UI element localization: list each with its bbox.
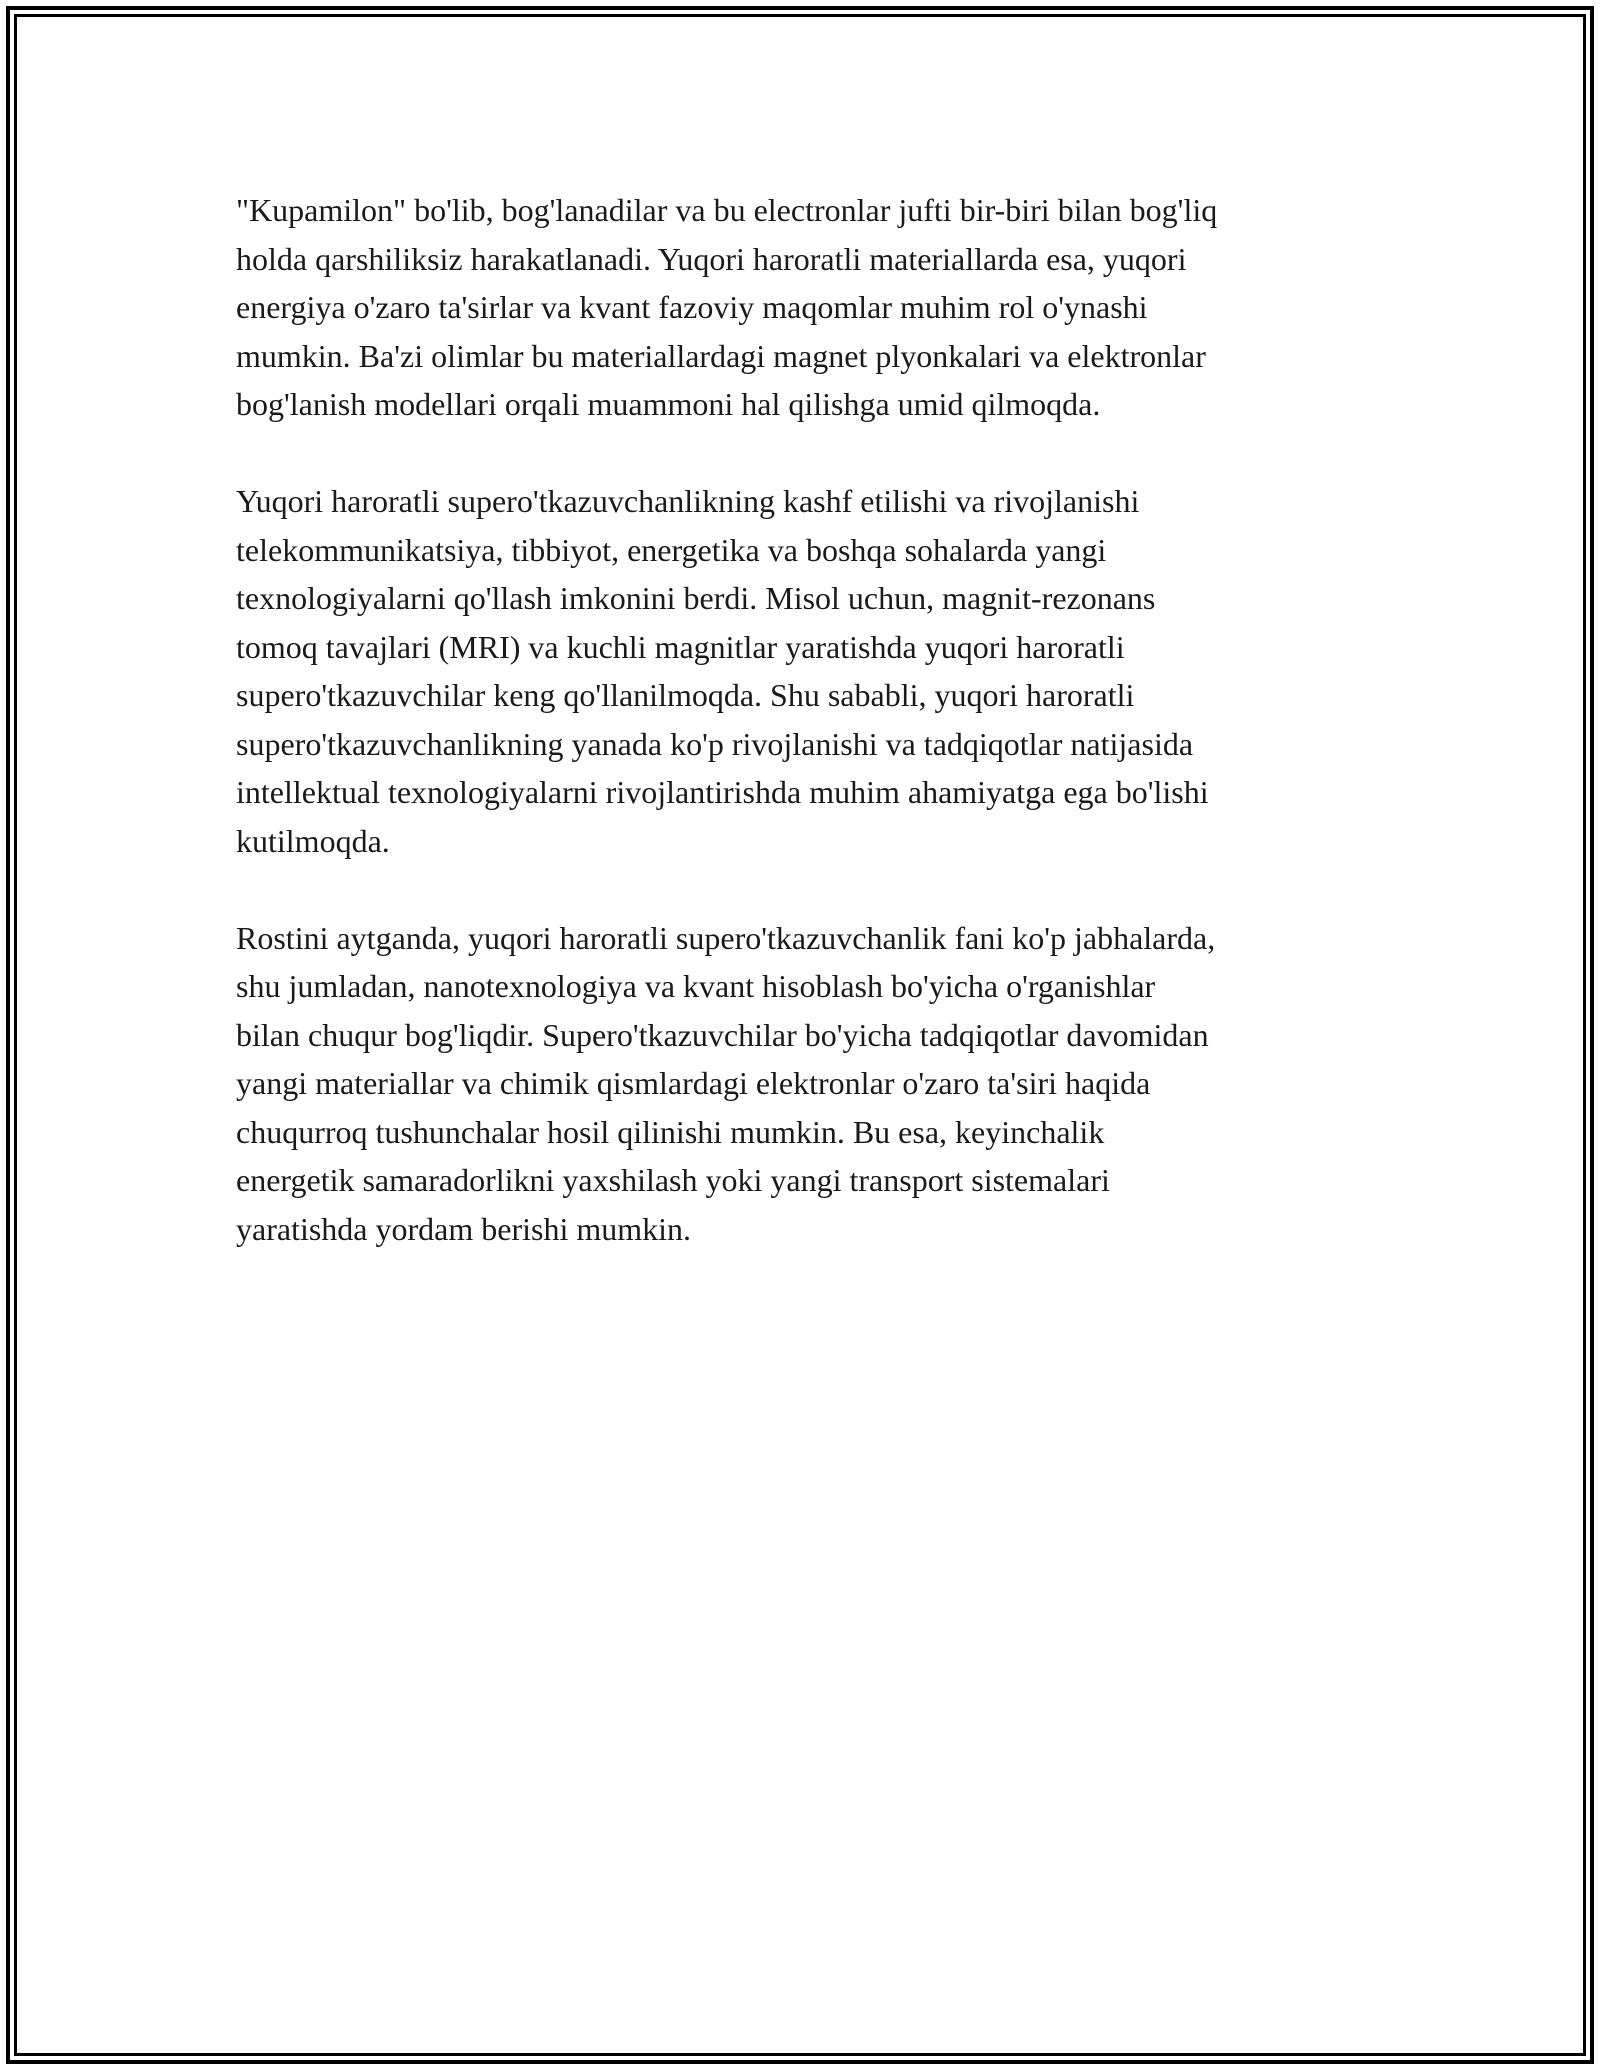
- text-line: tomoq tavajlari (MRI) va kuchli magnitlar yaratishda yuqori haroratli: [236, 628, 1125, 665]
- text-line: supero'tkazuvchanlikning yanada ko'p rivojlanishi va tadqiqotlar natijasida: [236, 725, 1194, 762]
- text-line: intellektual texnologiyalarni rivojlantirishda muhim ahamiyatga ega bo'lishi: [236, 774, 1209, 810]
- text-line: Rostini aytganda, yuqori haroratli supero'tkazuvchanlik fani ko'p jabhalarda,: [236, 919, 1216, 956]
- text-line: kutilmoqda.: [236, 822, 390, 859]
- text-line: energiya o'zaro ta'sirlar va kvant fazoviy maqomlar muhim rol o'ynashi: [236, 289, 1148, 325]
- text-line: supero'tkazuvchilar keng qo'llanilmoqda. Shu sababli, yuqori haroratli: [236, 677, 1135, 713]
- text-line: energetik samaradorlikni yaxshilash yoki yangi transport sistemalari: [236, 1162, 1110, 1198]
- text-line: shu jumladan, nanotexnologiya va kvant hisoblash bo'yicha o'rganishlar: [236, 968, 1156, 1004]
- paragraph-3: [236, 914, 1376, 1254]
- paragraph-2: [236, 477, 1376, 865]
- text-line: holda qarshiliksiz harakatlanadi. Yuqori haroratli materiallarda esa, yuqori: [236, 240, 1187, 277]
- text-line: bilan chuqur bog'liqdir. Supero'tkazuvchilar bo'yicha tadqiqotlar davomidan: [236, 1016, 1209, 1053]
- document-body: [236, 186, 1376, 1302]
- text-line: bog'lanish modellari orqali muammoni hal qilishga umid qilmoqda.: [236, 386, 1101, 422]
- text-line: telekommunikatsiya, tibbiyot, energetika va boshqa sohalarda yangi: [236, 531, 1107, 568]
- text-line: Yuqori haroratli supero'tkazuvchanlikning kashf etilishi va rivojlanishi: [236, 483, 1140, 519]
- text-line: texnologiyalarni qo'llash imkonini berdi. Misol uchun, magnit-rezonans: [236, 580, 1156, 616]
- text-line: chuqurroq tushunchalar hosil qilinishi mumkin. Bu esa, keyinchalik: [236, 1113, 1105, 1150]
- text-line: "Kupamilon" bo'lib, bog'lanadilar va bu electronlar jufti bir-biri bilan bog'liq: [236, 192, 1218, 228]
- text-line: mumkin. Ba'zi olimlar bu materiallardagi magnet plyonkalari va elektronlar: [236, 337, 1206, 374]
- text-line: yaratishda yordam berishi mumkin.: [236, 1210, 692, 1247]
- paragraph-1: [236, 186, 1376, 429]
- text-line: yangi materiallar va chimik qismlardagi elektronlar o'zaro ta'siri haqida: [236, 1065, 1151, 1101]
